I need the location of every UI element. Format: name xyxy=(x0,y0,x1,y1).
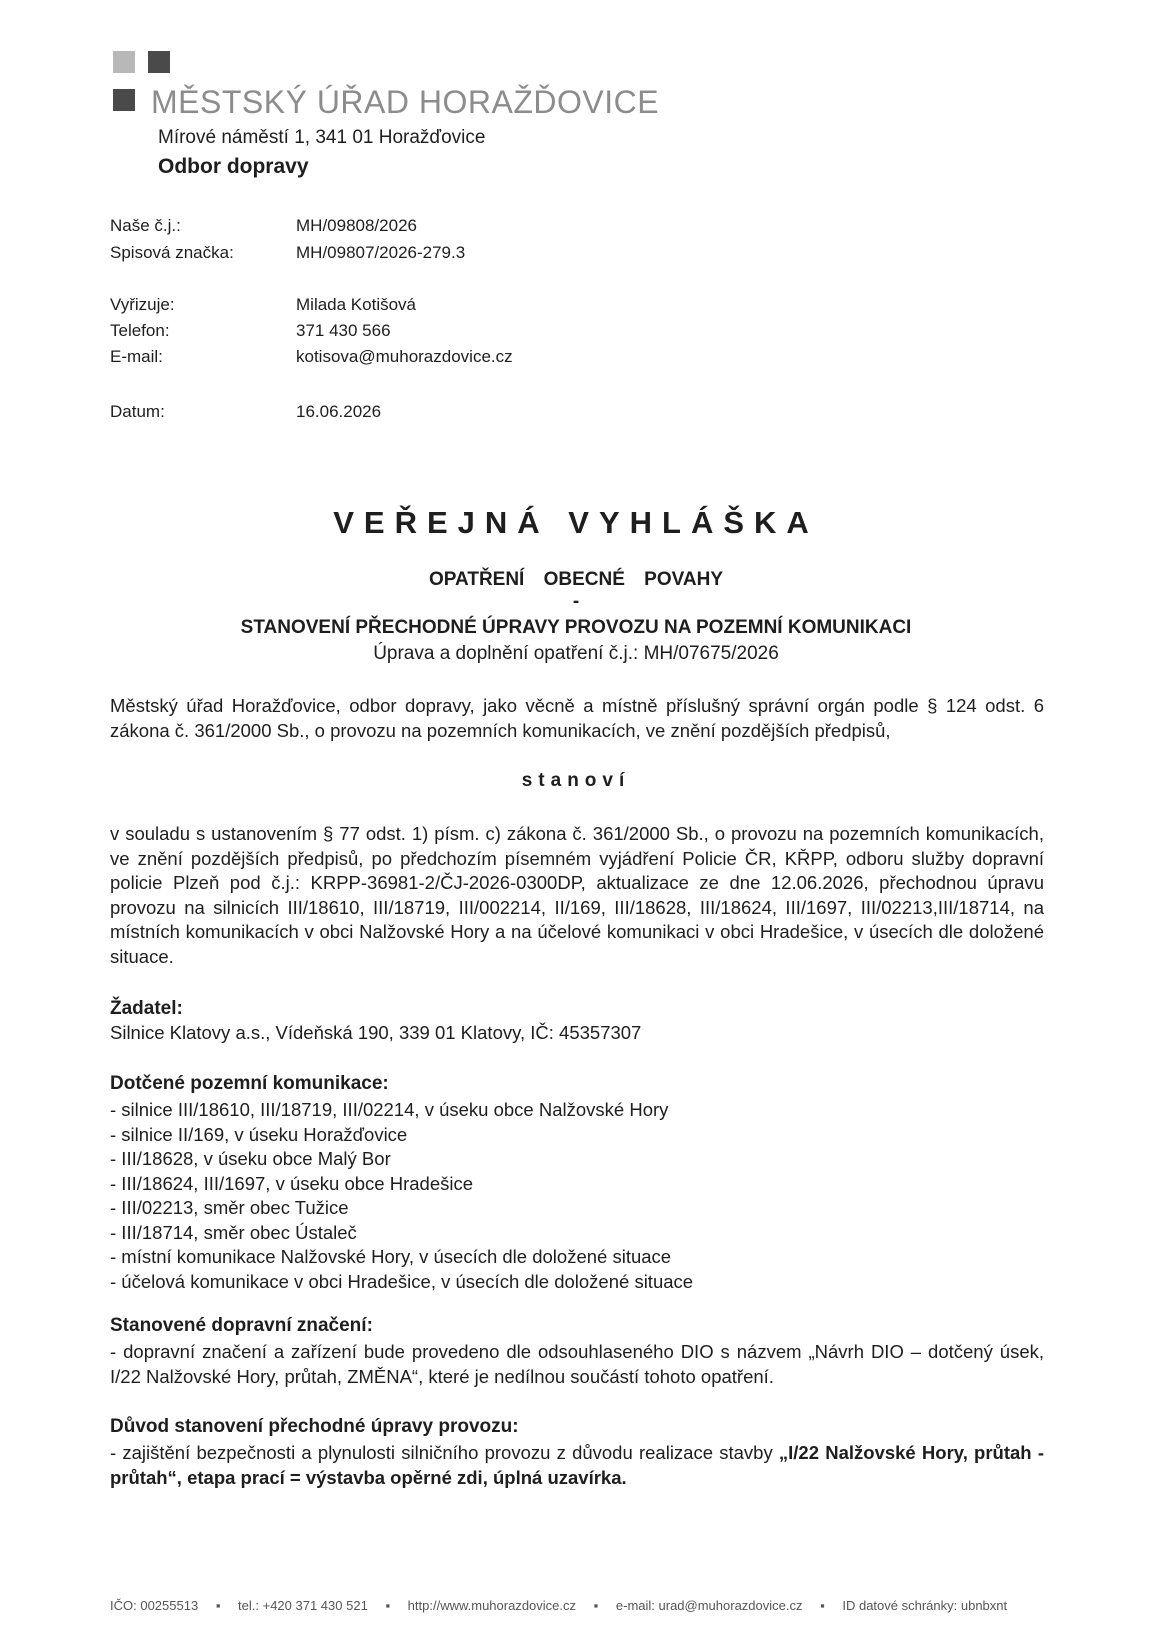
reason-text-bold: „I/22 Nalžovské Hory, průtah - průtah“, etapa prací = výstavba opěrné zdi, úplná uzavírka. xyxy=(110,1442,1044,1488)
office-name: MĚSTSKÝ ÚŘAD HORAŽĎOVICE xyxy=(151,84,660,120)
list-item: - III/18628, v úseku obce Malý Bor xyxy=(110,1148,391,1169)
footer-separator: ▪ xyxy=(215,1598,221,1613)
document-heading: STANOVENÍ PŘECHODNÉ ÚPRAVY PROVOZU NA POZEMNÍ KOMUNIKACI xyxy=(240,617,912,638)
footer-databox: ID datové schránky: ubnbxnt xyxy=(842,1598,1008,1613)
list-item: - III/18624, III/1697, v úseku obce Hradešice xyxy=(110,1172,474,1194)
intro-paragraph: Městský úřad Horažďovice, odbor dopravy, jako věcně a místně příslušný správní orgán podle § 124 odst. 6 zákona č. 361/2000 Sb., o provozu na pozemních komunikacích, ve znění pozdějších předpisů, xyxy=(110,695,1044,741)
logo-square-dark-lower xyxy=(113,89,135,111)
applicant-heading: Žadatel: xyxy=(110,998,183,1019)
list-item: - III/18714, směr obec Ústaleč xyxy=(110,1221,357,1243)
meta-file-label: Spisová značka: xyxy=(110,243,234,262)
footer-separator: ▪ xyxy=(593,1598,599,1613)
footer xyxy=(110,1598,1110,1613)
logo-square-light xyxy=(113,51,135,73)
meta-phone-label: Telefon: xyxy=(110,321,170,340)
list-item: - silnice III/18610, III/18719, III/02214, v úseku obce Nalžovské Hory xyxy=(110,1099,669,1120)
document-reference: Úprava a doplnění opatření č.j.: MH/07675/2026 xyxy=(373,643,779,664)
meta-date-label: Datum: xyxy=(110,402,165,421)
body-paragraph: v souladu s ustanovením § 77 odst. 1) písm. c) zákona č. 361/2000 Sb., o provozu na pozemních komunikacích, ve znění pozdějších předpisů, po předchozím písemném vyjádření Policie ČR, KŘPP, odboru služby dopravní policie Plzeň pod č.j.: KRPP-36981-2/ČJ-2026-0300DP, aktualizace ze dne 12.06.2026, přechodnou úpravu provozu na silnicích III/18610, III/18719, III/002214, II/169, III/18628, III/18624, III/1697, III/02213,III/18714, na místních komunikacích v obci Nalžovské Hory a na účelové komunikaci v obci Hradešice, v úsecích dle doložené situace. xyxy=(110,823,1044,967)
footer-separator: ▪ xyxy=(385,1598,391,1613)
footer-email: e-mail: urad@muhorazdovice.cz xyxy=(615,1598,803,1613)
meta-handler-label: Vyřizuje: xyxy=(110,295,175,314)
footer-web: http://www.muhorazdovice.cz xyxy=(407,1598,577,1613)
list-item: - účelová komunikace v obci Hradešice, v úsecích dle doložené situace xyxy=(110,1270,694,1292)
logo-square-dark xyxy=(148,51,170,73)
list-item: - místní komunikace Nalžovské Hory, v úsecích dle doložené situace xyxy=(110,1246,672,1267)
meta-ref-label: Naše č.j.: xyxy=(110,216,181,235)
applicant-text: Silnice Klatovy a.s., Vídeňská 190, 339 01 Klatovy, IČ: 45357307 xyxy=(110,1022,642,1043)
signs-heading: Stanovené dopravní značení: xyxy=(110,1315,373,1336)
meta-phone-value: 371 430 566 xyxy=(296,321,391,340)
title-dash: - xyxy=(572,591,580,612)
meta-ref-value: MH/09808/2026 xyxy=(296,216,417,235)
footer-ico: IČO: 00255513 xyxy=(110,1598,199,1613)
roads-list xyxy=(110,1098,693,1294)
reason-heading: Důvod stanovení přechodné úpravy provozu: xyxy=(110,1416,519,1437)
roads-heading: Dotčené pozemní komunikace: xyxy=(110,1073,389,1094)
document-title: VEŘEJNÁ VYHLÁŠKA xyxy=(333,505,819,540)
meta-date-value: 16.06.2026 xyxy=(296,402,382,421)
office-address: Mírové náměstí 1, 341 01 Horažďovice xyxy=(158,127,486,148)
meta-email-label: E-mail: xyxy=(110,347,163,366)
reason-text xyxy=(110,1441,1044,1490)
meta-email-value: kotisova@muhorazdovice.cz xyxy=(296,347,513,366)
reason-text-plain: - zajištění bezpečnosti a plynulosti silničního provozu z důvodu realizace stavby xyxy=(110,1442,779,1463)
stanovi-heading: stanoví xyxy=(521,770,631,791)
meta-file-value: MH/09807/2026-279.3 xyxy=(296,243,466,262)
footer-separator: ▪ xyxy=(820,1598,825,1613)
list-item: - III/02213, směr obec Tužice xyxy=(110,1197,349,1218)
meta-handler-value: Milada Kotišová xyxy=(296,295,417,314)
department: Odbor dopravy xyxy=(158,155,309,178)
signs-text: - dopravní značení a zařízení bude provedeno dle odsouhlaseného DIO s názvem „Návrh DIO – dotčený úsek, I/22 Nalžovské Hory, průtah, ZMĚNA“, které je nedílnou součástí tohoto opatření. xyxy=(110,1341,1044,1387)
list-item: - silnice II/169, v úseku Horažďovice xyxy=(110,1123,408,1145)
document-subtitle: OPATŘENÍ OBECNÉ POVAHY xyxy=(428,569,724,590)
footer-tel: tel.: +420 371 430 521 xyxy=(238,1598,368,1613)
